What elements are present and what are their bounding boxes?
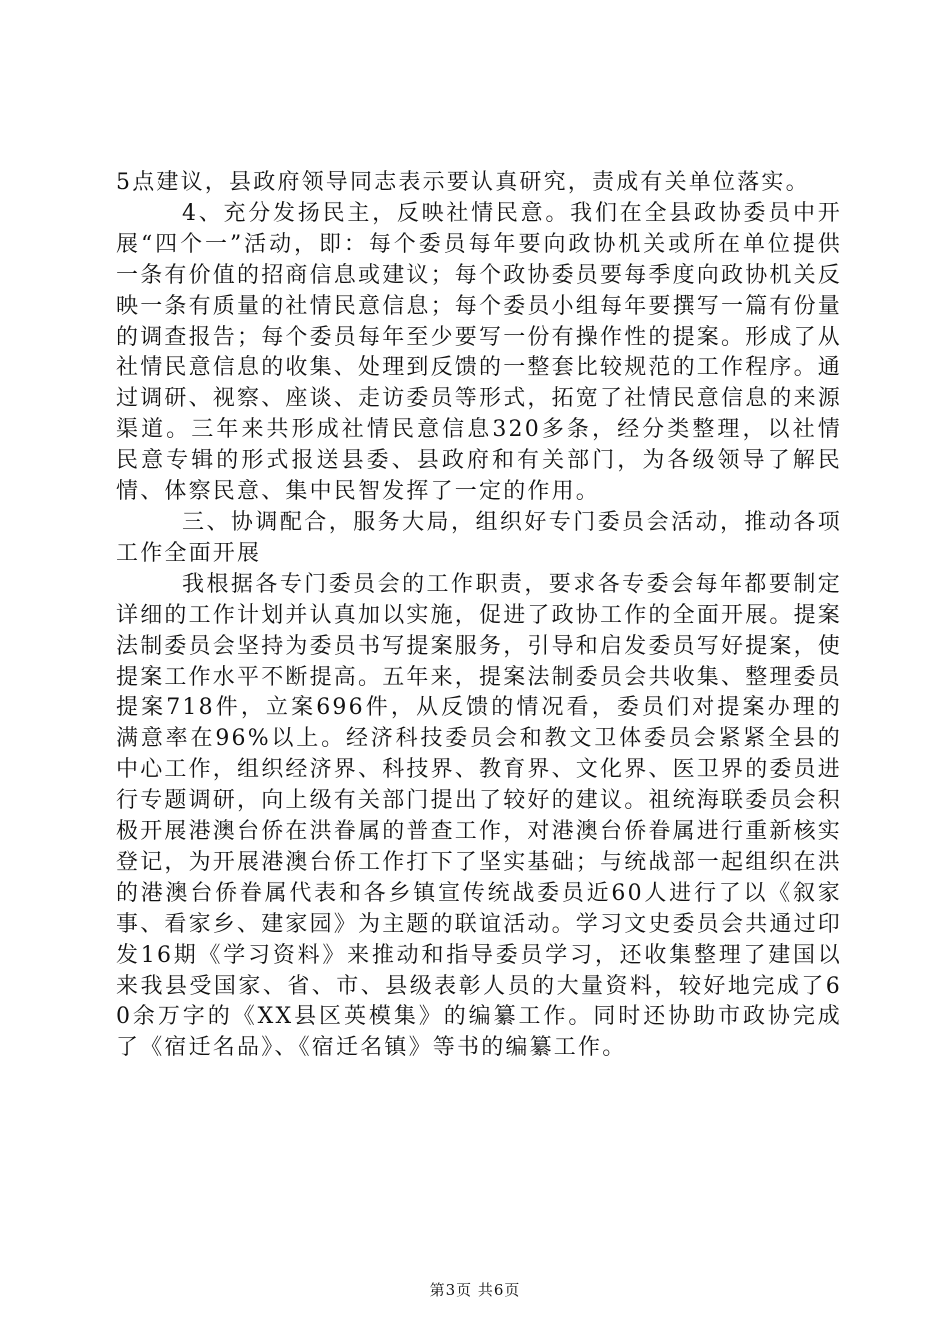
page-footer xyxy=(0,1280,950,1300)
section-heading-special-committees: 三、协调配合，服务大局，组织好专门委员会活动，推动各项工作全面开展 xyxy=(116,509,842,566)
page-number: 第3页 共6页 xyxy=(429,1281,521,1299)
document-body xyxy=(116,168,842,1064)
paragraph-continuation: 5点建议，县政府领导同志表示要认真研究，责成有关单位落实。 xyxy=(116,170,810,195)
paragraph-democracy-public-opinion: 4、充分发扬民主，反映社情民意。我们在全县政协委员中开展“四个一”活动，即：每个委员每年要向政协机关或所在单位提供一条有价值的招商信息或建议；每个政协委员要每季度向政协机关反映一条有质量的社情民意信息；每个委员小组每年要撰写一篇有份量的调查报告；每个委员每年至少要写一份有操作性的提案。形成了从社情民意信息的收集、处理到反馈的一整套比较规范的工作程序。通过调研、视察、座谈、走访委员等形式，拓宽了社情民意信息的来源渠道。三年来共形成社情民意信息320多条，经分类整理，以社情民意专辑的形式报送县委、县政府和有关部门，为各级领导了解民情、体察民意、集中民智发挥了一定的作用。 xyxy=(116,200,843,505)
paragraph-special-committees: 我根据各专门委员会的工作职责，要求各专委会每年都要制定详细的工作计划并认真加以实施，促进了政协工作的全面开展。提案法制委员会坚持为委员书写提案服务，引导和启发委员写好提案，使提案工作水平不断提高。五年来，提案法制委员会共收集、整理委员提案718件，立案696件，从反馈的情况看，委员们对提案办理的满意率在96%以上。经济科技委员会和教文卫体委员会紧紧全县的中心工作，组织经济界、科技界、教育界、文化界、医卫界的委员进行专题调研，向上级有关部门提出了较好的建议。祖统海联委员会积极开展港澳台侨在洪眷属的普查工作，对港澳台侨眷属进行重新核实登记，为开展港澳台侨工作打下了坚实基础；与统战部一起组织在洪的港澳台侨眷属代表和各乡镇宣传统战委员近60人进行了以《叙家事、看家乡、建家园》为主题的联谊活动。学习文史委员会共通过印发16期《学习资料》来推动和指导委员学习，还收集整理了建国以来我县受国家、省、市、县级表彰人员的大量资料，较好地完成了60余万字的《XX县区英模集》的编纂工作。同时还协助市政协完成了《宿迁名品》、《宿迁名镇》等书的编纂工作。 xyxy=(116,571,843,1061)
